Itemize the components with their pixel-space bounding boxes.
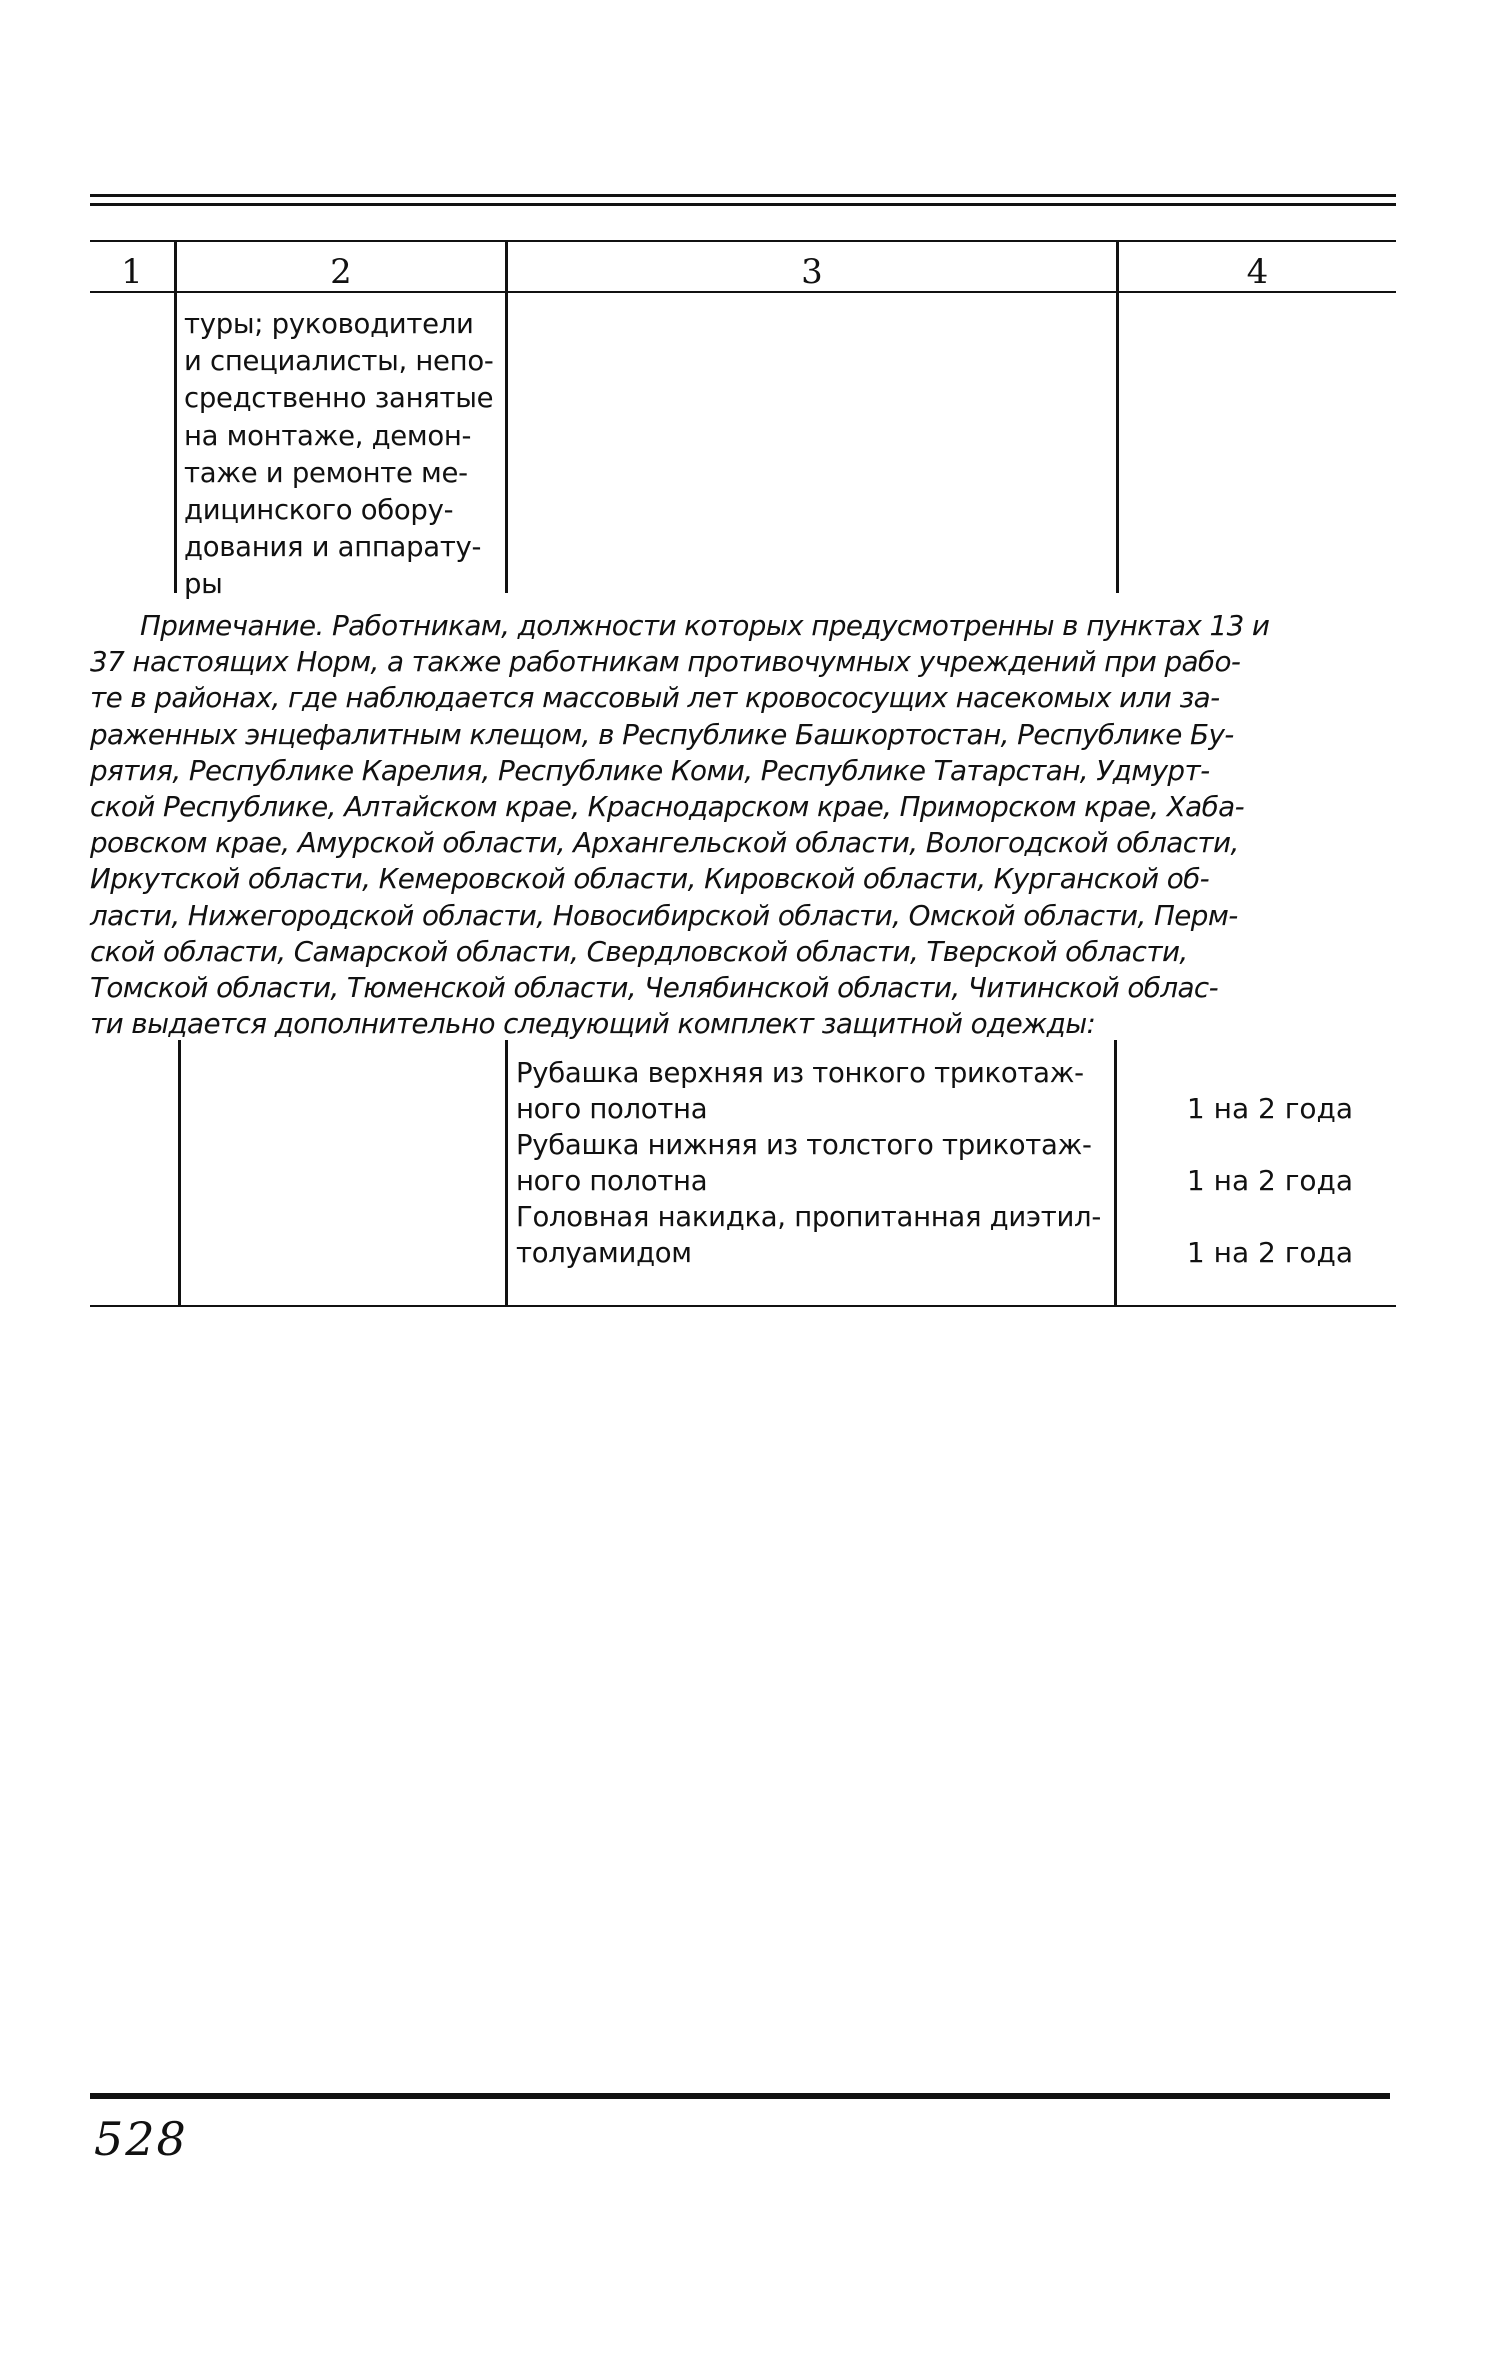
note-line: те в районах, где наблюдается массовый лет кровососущих насекомых или за-	[90, 681, 1220, 715]
cell-line: туры; руководители	[184, 308, 474, 340]
cell-line: ры	[184, 568, 223, 601]
item-shirt-upper	[516, 1055, 1116, 1127]
cell-line: таже и ремонте ме-	[184, 456, 468, 489]
item-line: ного полотна	[516, 1093, 708, 1125]
note-line: Иркутской области, Кемеровской области, Кировской области, Курганской об-	[90, 862, 1210, 896]
col-divider-3	[1116, 240, 1119, 593]
col-header-3: 3	[801, 252, 823, 292]
top-rule-1	[90, 194, 1396, 197]
lower-col-divider-2	[505, 1040, 508, 1306]
note-line: ровском крае, Амурской области, Архангельской области, Вологодской области,	[90, 826, 1239, 860]
note-line: ской области, Самарской области, Свердловской области, Тверской области,	[90, 934, 1188, 968]
note-paragraph	[90, 608, 1420, 1042]
note-line: рятия, Республике Карелия, Республике Коми, Республике Татарстан, Удмурт-	[90, 753, 1210, 787]
cell-line: и специалисты, непо-	[184, 345, 494, 378]
item-line: толуамидом	[516, 1237, 692, 1269]
note-line: ской Республике, Алтайском крае, Краснодарском крае, Приморском крае, Хаба-	[90, 790, 1245, 824]
table-bottom-rule	[90, 1305, 1396, 1307]
note-line: Примечание. Работникам, должности которых предусмотренны в пунктах 13 и	[140, 609, 1270, 642]
note-line: 37 настоящих Норм, а также работникам противочумных учреждений при рабо-	[90, 645, 1241, 679]
top-rule-2	[90, 203, 1396, 206]
cell-line: средственно занятые	[184, 382, 494, 415]
header-top-rule	[90, 240, 1396, 242]
item-head-cover	[516, 1199, 1116, 1271]
item-line: Рубашка нижняя из толстого трикотаж-	[516, 1129, 1092, 1161]
item-norm: 1 на 2 года	[1186, 1092, 1354, 1125]
note-line: раженных энцефалитным клещом, в Республике Башкортостан, Республике Бу-	[90, 717, 1234, 751]
lower-col-divider-1	[178, 1040, 181, 1306]
continued-cell-col2	[184, 306, 506, 604]
col-divider-1	[174, 240, 177, 593]
item-norm: 1 на 2 года	[1186, 1164, 1354, 1197]
note-line: Томской области, Тюменской области, Челябинской области, Читинской облас-	[90, 971, 1219, 1005]
item-line: Рубашка верхняя из тонкого трикотаж-	[516, 1057, 1084, 1089]
note-line: ласти, Нижегородской области, Новосибирской области, Омской области, Перм-	[90, 898, 1238, 932]
note-line: ти выдается дополнительно следующий комплект защитной одежды:	[90, 1007, 1096, 1041]
item-shirt-lower	[516, 1127, 1116, 1199]
col-header-2: 2	[330, 252, 352, 292]
col-header-1: 1	[121, 252, 143, 292]
cell-line: дицинского обору-	[184, 494, 454, 527]
footer-rule	[90, 2093, 1390, 2099]
item-line: ного полотна	[516, 1165, 708, 1197]
col-header-4: 4	[1246, 252, 1269, 292]
cell-line: на монтаже, демон-	[184, 419, 472, 452]
cell-line: дования и аппарату-	[184, 531, 482, 564]
item-norm: 1 на 2 года	[1186, 1236, 1354, 1269]
item-line: Головная накидка, пропитанная диэтил-	[516, 1201, 1101, 1233]
page-number: 528	[94, 2112, 188, 2166]
